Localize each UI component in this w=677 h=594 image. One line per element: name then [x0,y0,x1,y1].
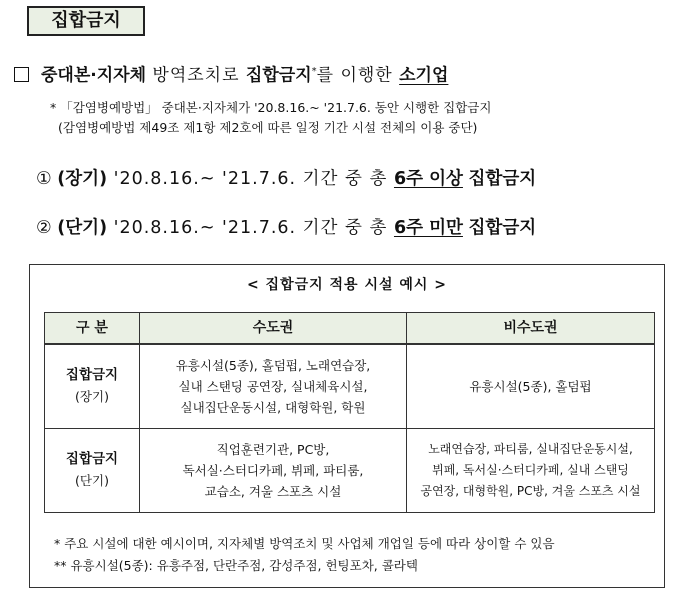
item-weeks: 6주 미만 [393,218,463,238]
cell-line: 유흥시설(5종), 홀덤펍, 노래연습장, [175,357,371,373]
main-heading [14,60,448,88]
cell-line: 독서실·스터디카페, 뷔페, 파티룸, [182,462,364,478]
heading-asterisk: * [311,66,317,77]
facility-examples-table [44,312,655,513]
table-row [45,428,655,512]
table-header-row [45,313,655,345]
note-line-1: * 「감염병예방법」 중대본·지자체가 '20.8.16.~ '21.7.6. 동안 시행한 집합금지 [50,100,492,115]
item-end: 집합금지 [468,218,537,238]
item-end: 집합금지 [468,169,537,189]
item-number: ① [36,169,52,189]
heading-text-2: 를 이행한 [316,65,400,86]
capital-cell [140,344,407,428]
cell-line: 노래연습장, 파티룸, 실내집단운동시설, [428,441,633,456]
cell-line: 유흥시설(5종), 홀덤펍 [469,378,592,394]
item-long-term [36,166,536,192]
row-label: 집합금지 [65,451,119,467]
noncapital-cell [407,344,655,428]
header-category: 구 분 [45,313,140,345]
item-period: '20.8.16.~ '21.7.6. 기간 중 총 [107,218,394,238]
row-label: 집합금지 [65,367,119,384]
examples-box [29,264,665,588]
cell-line: 뷔페, 독서실·스터디카페, 실내 스탠딩 [432,462,629,477]
noncapital-cell [407,428,655,512]
footnote-1: * 주요 시설에 대한 예시이며, 지자체별 방역조치 및 사업체 개업일 등에 따라 상이할 수 있음 [54,536,555,551]
heading-target: 소기업 [399,65,449,86]
cell-line: 직업훈련기관, PC방, [216,441,330,457]
row-sublabel: (단기) [75,473,109,488]
section-title: 집합금지 [27,6,145,36]
cell-line: 교습소, 겨울 스포츠 시설 [204,483,342,499]
note-line-2: (감염병예방법 제49조 제1항 제2호에 따른 일정 기간 시설 전체의 이용 중단) [58,120,478,135]
header-capital: 수도권 [140,313,407,345]
item-period: '20.8.16.~ '21.7.6. 기간 중 총 [107,169,394,189]
checkbox-square-icon [14,67,29,82]
footnote-2: ** 유흥시설(5종): 유흥주점, 단란주점, 감성주점, 헌팅포차, 콜라텍 [54,558,418,573]
cell-line: 실내집단운동시설, 대형학원, 학원 [180,399,366,415]
row-label-cell [45,428,140,512]
row-label-cell [45,344,140,428]
item-short-term [36,215,536,241]
heading-subject: 중대본·지자체 [41,65,146,86]
heading-text: 방역조치로 [146,65,246,86]
item-weeks: 6주 이상 [393,169,463,189]
cell-line: 실내 스탠딩 공연장, 실내체육시설, [178,378,368,394]
cell-line: 공연장, 대형학원, PC방, 겨울 스포츠 시설 [420,483,641,498]
capital-cell [140,428,407,512]
examples-title: < 집합금지 적용 시설 예시 > [246,277,448,293]
item-number: ② [36,218,52,238]
heading-keyword: 집합금지 [245,65,312,86]
item-label: (단기) [57,218,108,238]
item-label: (장기) [57,169,108,189]
table-row [45,344,655,428]
row-sublabel: (장기) [75,389,109,405]
header-noncapital: 비수도권 [407,313,655,345]
